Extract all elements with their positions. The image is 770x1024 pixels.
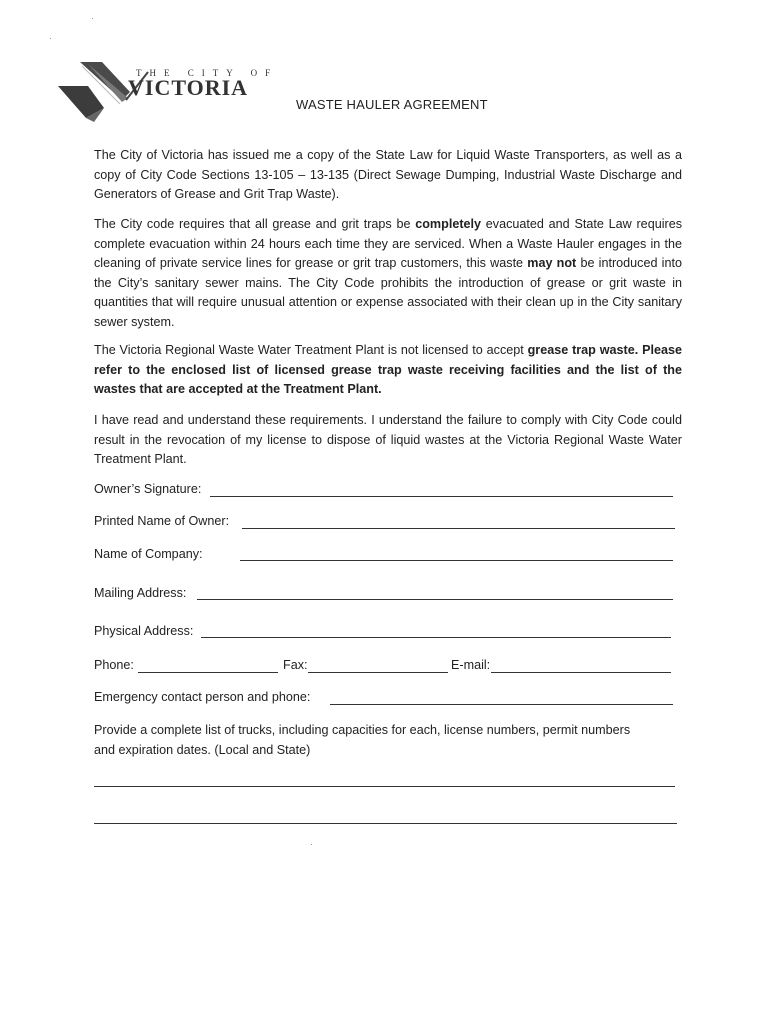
bold-text-completely: completely: [415, 217, 482, 231]
physical-address-line[interactable]: [201, 637, 671, 638]
company-name-line[interactable]: [240, 560, 673, 561]
text-run: be introduced into the City’s sanitary sewer mains. The City Code prohibits the introduction of grease or grit waste in quantities that will require unusual attention or expense associated with their clean up in the City sanitary sewer system.: [94, 256, 682, 329]
fax-label: Fax:: [283, 658, 308, 672]
mailing-address-label: Mailing Address:: [94, 586, 187, 600]
paragraph-treatment-plant: [94, 341, 682, 400]
email-line[interactable]: [491, 672, 671, 673]
scan-speck: [92, 18, 93, 19]
trucks-list-line-1[interactable]: [94, 786, 675, 787]
text-run: evacuated and State Law requires complete evacuation within 24 hours each time they are serviced. When a Waste Hauler engages in the cleaning of private service lines for grease or grit trap customers, this waste: [94, 217, 682, 271]
company-name-label: Name of Company:: [94, 547, 203, 561]
owner-signature-label: Owner’s Signature:: [94, 482, 202, 496]
emergency-contact-line[interactable]: [330, 704, 673, 705]
physical-address-label: Physical Address:: [94, 624, 194, 638]
trucks-list-line-2[interactable]: [94, 823, 677, 824]
scan-speck: [50, 38, 51, 39]
paragraph-acknowledgement: I have read and understand these requirements. I understand the failure to comply with City Code could result in the revocation of my license to dispose of liquid wastes at the Victoria Regional Waste Water Treatment Plant.: [94, 413, 682, 467]
bold-text-refer-to-list: grease trap waste. Please refer to the enclosed list of licensed grease trap waste receiving facilities and the list of the wastes that are accepted at the Treatment Plant.: [94, 343, 682, 397]
document-title: WASTE HAULER AGREEMENT: [296, 97, 488, 112]
paragraph-city-code: [94, 215, 682, 333]
trucks-instructions: Provide a complete list of trucks, including capacities for each, license numbers, permit numbers and expiration dates. (Local and State): [94, 723, 631, 757]
owner-signature-line[interactable]: [210, 496, 673, 497]
printed-name-label: Printed Name of Owner:: [94, 514, 230, 528]
bold-text-may-not: may not: [527, 256, 577, 271]
text-run: The City code requires that all grease and grit traps be: [94, 217, 416, 231]
paragraph-state-law: The City of Victoria has issued me a copy of the State Law for Liquid Waste Transporters, as well as a copy of City Code Sections 13-105 – 13-135 (Direct Sewage Dumping, Industrial Waste Discharge and Generators of Grease and Grit Trap Waste).: [94, 148, 682, 202]
phone-line[interactable]: [138, 672, 278, 673]
phone-label: Phone:: [94, 658, 134, 672]
text-run: The Victoria Regional Waste Water Treatment Plant is not licensed to accept: [94, 343, 528, 357]
logo-big-text: VICTORIA: [128, 75, 249, 100]
fax-line[interactable]: [308, 672, 448, 673]
logo-small-text: THE CITY OF: [136, 68, 279, 78]
email-label: E-mail:: [451, 658, 491, 672]
printed-name-line[interactable]: [242, 528, 675, 529]
scan-speck: [311, 844, 312, 845]
emergency-contact-label: Emergency contact person and phone:: [94, 690, 311, 704]
mailing-address-line[interactable]: [197, 599, 673, 600]
